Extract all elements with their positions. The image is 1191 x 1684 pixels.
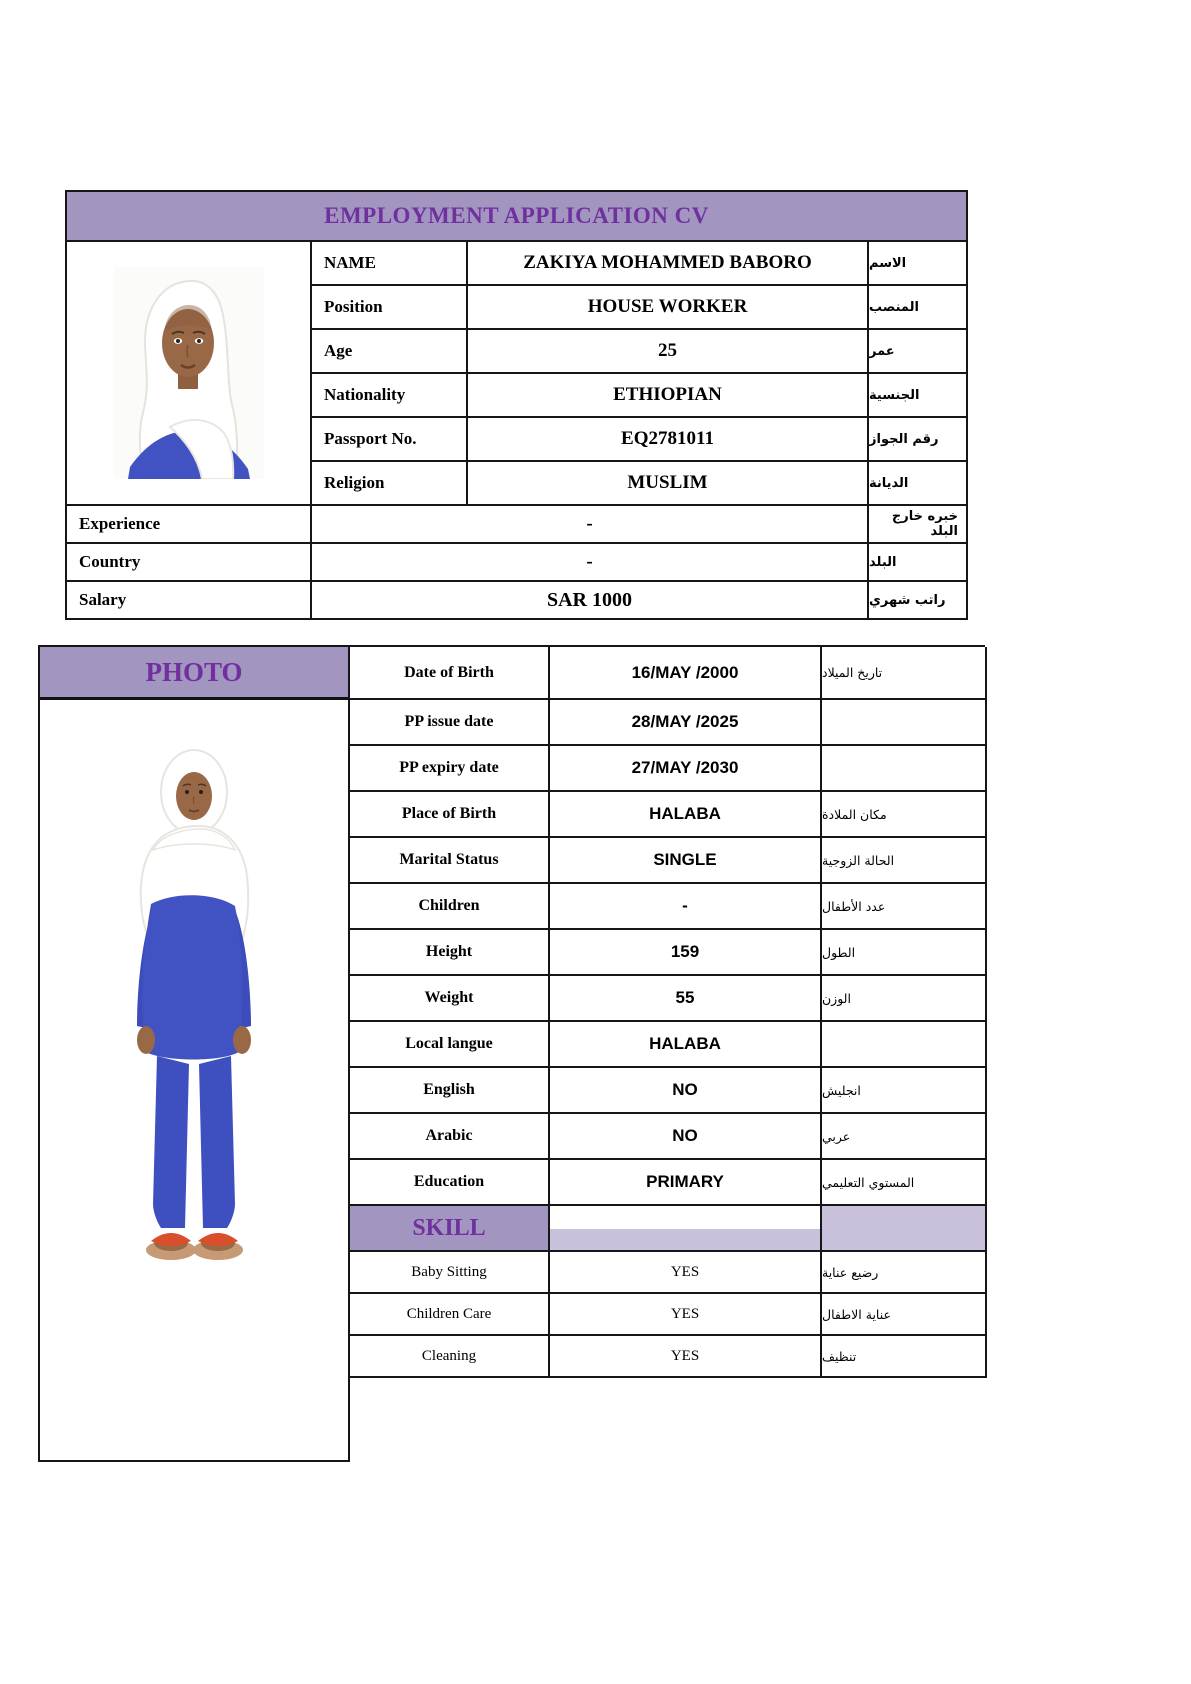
skill-header-strip xyxy=(550,1206,822,1252)
english-value: NO xyxy=(550,1068,822,1114)
passport-label: Passport No. xyxy=(312,418,468,462)
education-arabic: المستوي التعليمي xyxy=(822,1160,987,1206)
pp-expiry-value: 27/MAY /2030 xyxy=(550,746,822,792)
name-label: NAME xyxy=(312,242,468,286)
birthplace-arabic: مكان الملادة xyxy=(822,792,987,838)
children-care-label: Children Care xyxy=(350,1294,550,1336)
position-label: Position xyxy=(312,286,468,330)
applicant-details-table xyxy=(38,645,985,1462)
local-langue-label: Local langue xyxy=(350,1022,550,1068)
weight-value: 55 xyxy=(550,976,822,1022)
education-value: PRIMARY xyxy=(550,1160,822,1206)
religion-value: MUSLIM xyxy=(468,462,869,506)
pp-issue-label: PP issue date xyxy=(350,700,550,746)
age-value: 25 xyxy=(468,330,869,374)
experience-value: - xyxy=(312,506,869,544)
baby-sitting-arabic: رضيع عناية xyxy=(822,1252,987,1294)
arabic-lang-label: Arabic xyxy=(350,1114,550,1160)
baby-sitting-label: Baby Sitting xyxy=(350,1252,550,1294)
arabic-lang-value: NO xyxy=(550,1114,822,1160)
english-arabic: انجليش xyxy=(822,1068,987,1114)
cleaning-value: YES xyxy=(550,1336,822,1378)
children-label: Children xyxy=(350,884,550,930)
age-arabic: عمر xyxy=(869,330,968,374)
nationality-arabic: الجنسية xyxy=(869,374,968,418)
local-langue-value: HALABA xyxy=(550,1022,822,1068)
cleaning-arabic: تنظيف xyxy=(822,1336,987,1378)
children-care-value: YES xyxy=(550,1294,822,1336)
marital-arabic: الحالة الزوجية xyxy=(822,838,987,884)
age-label: Age xyxy=(312,330,468,374)
skill-header-arabic-cell xyxy=(822,1206,987,1252)
photo-section-header: PHOTO xyxy=(40,647,350,700)
full-body-photo-cell xyxy=(40,700,350,1462)
experience-label: Experience xyxy=(67,506,312,544)
document-title: EMPLOYMENT APPLICATION CV xyxy=(67,192,968,242)
arabic-lang-arabic: عربي xyxy=(822,1114,987,1160)
country-label: Country xyxy=(67,544,312,582)
name-arabic: الاسم xyxy=(869,242,968,286)
salary-value: SAR 1000 xyxy=(312,582,869,620)
pp-expiry-arabic xyxy=(822,746,987,792)
nationality-value: ETHIOPIAN xyxy=(468,374,869,418)
position-value: HOUSE WORKER xyxy=(468,286,869,330)
nationality-label: Nationality xyxy=(312,374,468,418)
religion-arabic: الديانة xyxy=(869,462,968,506)
cleaning-label: Cleaning xyxy=(350,1336,550,1378)
name-value: ZAKIYA MOHAMMED BABORO xyxy=(468,242,869,286)
birthplace-label: Place of Birth xyxy=(350,792,550,838)
experience-arabic: خبره خارج البلد xyxy=(869,506,968,544)
position-arabic: المنصب xyxy=(869,286,968,330)
english-label: English xyxy=(350,1068,550,1114)
portrait-photo xyxy=(114,267,264,479)
children-care-arabic: عناية الاطفال xyxy=(822,1294,987,1336)
passport-arabic: رقم الجواز xyxy=(869,418,968,462)
salary-label: Salary xyxy=(67,582,312,620)
weight-arabic: الوزن xyxy=(822,976,987,1022)
country-arabic: البلد xyxy=(869,544,968,582)
baby-sitting-value: YES xyxy=(550,1252,822,1294)
skill-section-header: SKILL xyxy=(350,1206,550,1252)
height-value: 159 xyxy=(550,930,822,976)
dob-value: 16/MAY /2000 xyxy=(550,647,822,700)
pp-issue-arabic xyxy=(822,700,987,746)
local-langue-arabic xyxy=(822,1022,987,1068)
spacer xyxy=(350,1378,550,1462)
spacer xyxy=(822,1378,987,1462)
passport-value: EQ2781011 xyxy=(468,418,869,462)
country-value: - xyxy=(312,544,869,582)
weight-label: Weight xyxy=(350,976,550,1022)
religion-label: Religion xyxy=(312,462,468,506)
pp-expiry-label: PP expiry date xyxy=(350,746,550,792)
height-label: Height xyxy=(350,930,550,976)
dob-arabic: تاريخ الميلاد xyxy=(822,647,987,700)
spacer xyxy=(550,1378,822,1462)
marital-value: SINGLE xyxy=(550,838,822,884)
height-arabic: الطول xyxy=(822,930,987,976)
full-body-photo xyxy=(97,734,292,1299)
salary-arabic: راتب شهري xyxy=(869,582,968,620)
dob-label: Date of Birth xyxy=(350,647,550,700)
marital-label: Marital Status xyxy=(350,838,550,884)
children-value: - xyxy=(550,884,822,930)
applicant-summary-table xyxy=(65,190,968,620)
portrait-photo-cell xyxy=(67,242,312,506)
pp-issue-value: 28/MAY /2025 xyxy=(550,700,822,746)
birthplace-value: HALABA xyxy=(550,792,822,838)
education-label: Education xyxy=(350,1160,550,1206)
children-arabic: عدد الأطفال xyxy=(822,884,987,930)
